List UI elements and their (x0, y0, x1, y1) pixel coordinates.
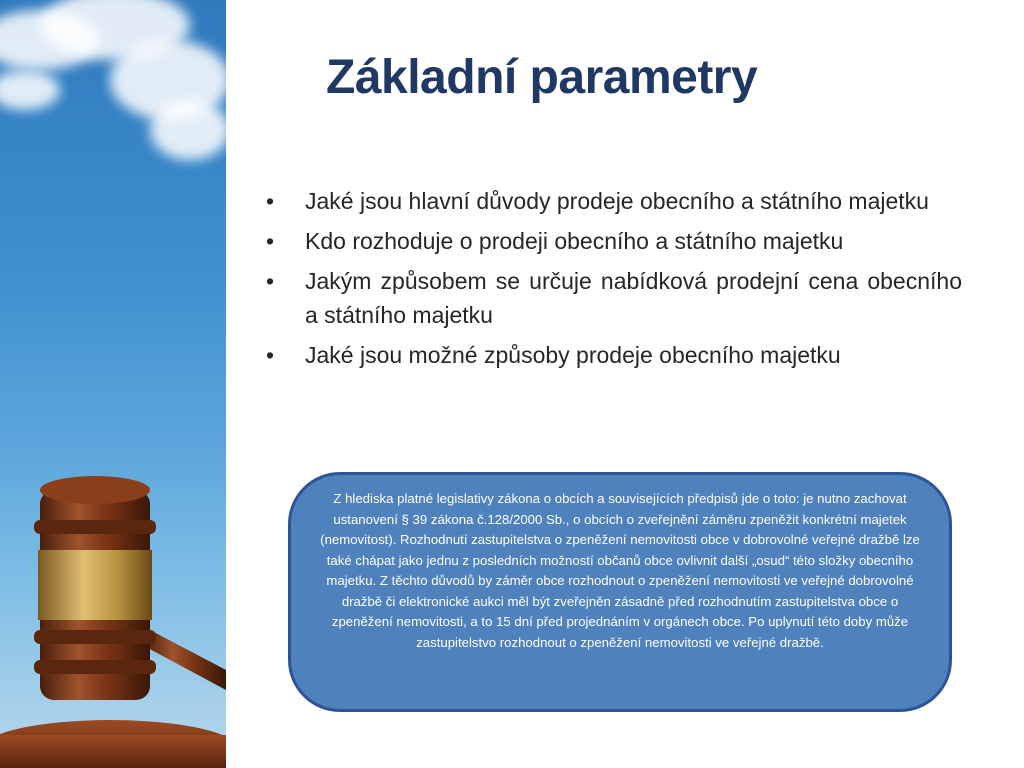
info-callout-box (288, 472, 952, 712)
bullet-list (266, 184, 962, 378)
sky-panel (0, 0, 226, 768)
bullet-text: Jaké jsou možné způsoby prodeje obecního majetku (305, 342, 841, 368)
cloud-shape (150, 100, 226, 160)
cloud-shape (0, 70, 60, 110)
slide-title: Základní parametry (326, 51, 758, 104)
bullet-item (266, 264, 962, 332)
bullet-text: Kdo rozhoduje o prodeji obecního a státního majetku (305, 228, 844, 254)
bullet-text: Jaké jsou hlavní důvody prodeje obecního a státního majetku (305, 188, 929, 214)
bullet-text: Jakým způsobem se určuje nabídková prodejní cena obecního a státního majetku (305, 268, 962, 328)
bullet-dot: • (266, 188, 275, 214)
wooden-gavel-icon (0, 450, 226, 768)
info-callout-text: Z hlediska platné legislativy zákona o obcích a souvisejících předpisů jde o toto: je nutno zachovat ustanovení § 39 zákona č.128/2000 Sb., o obcích o zveřejnění záměru zpeněžit konkrétní majetek (nemovitost). Rozhodnutí zastupitelstva o zpeněžení nemovitosti obce v dobrovolné veřejné dražbě lze také chápat jako jednu z posledních možností občanů obce ovlivnit další „osud“ této složky obecního majetku. Z těchto důvodů by záměr obce rozhodnout o zpeněžení nemovitosti ve veřejné dobrovolné dražbě či elektronické aukci měl být zveřejněn zásadně před rozhodnutím zastupitelstva obce o zpeněžení nemovitosti, a to 15 dní před projednáním v orgánech obce. Po uplynutí této doby může zastupitelstvo rozhodnout o zpeněžení nemovitosti ve veřejné dražbě. (320, 491, 920, 650)
bullet-item (266, 224, 962, 258)
bullet-item (266, 184, 962, 218)
bullet-dot: • (266, 268, 275, 294)
bullet-item (266, 338, 962, 372)
bullet-dot: • (266, 228, 275, 254)
bullet-dot: • (266, 342, 275, 368)
